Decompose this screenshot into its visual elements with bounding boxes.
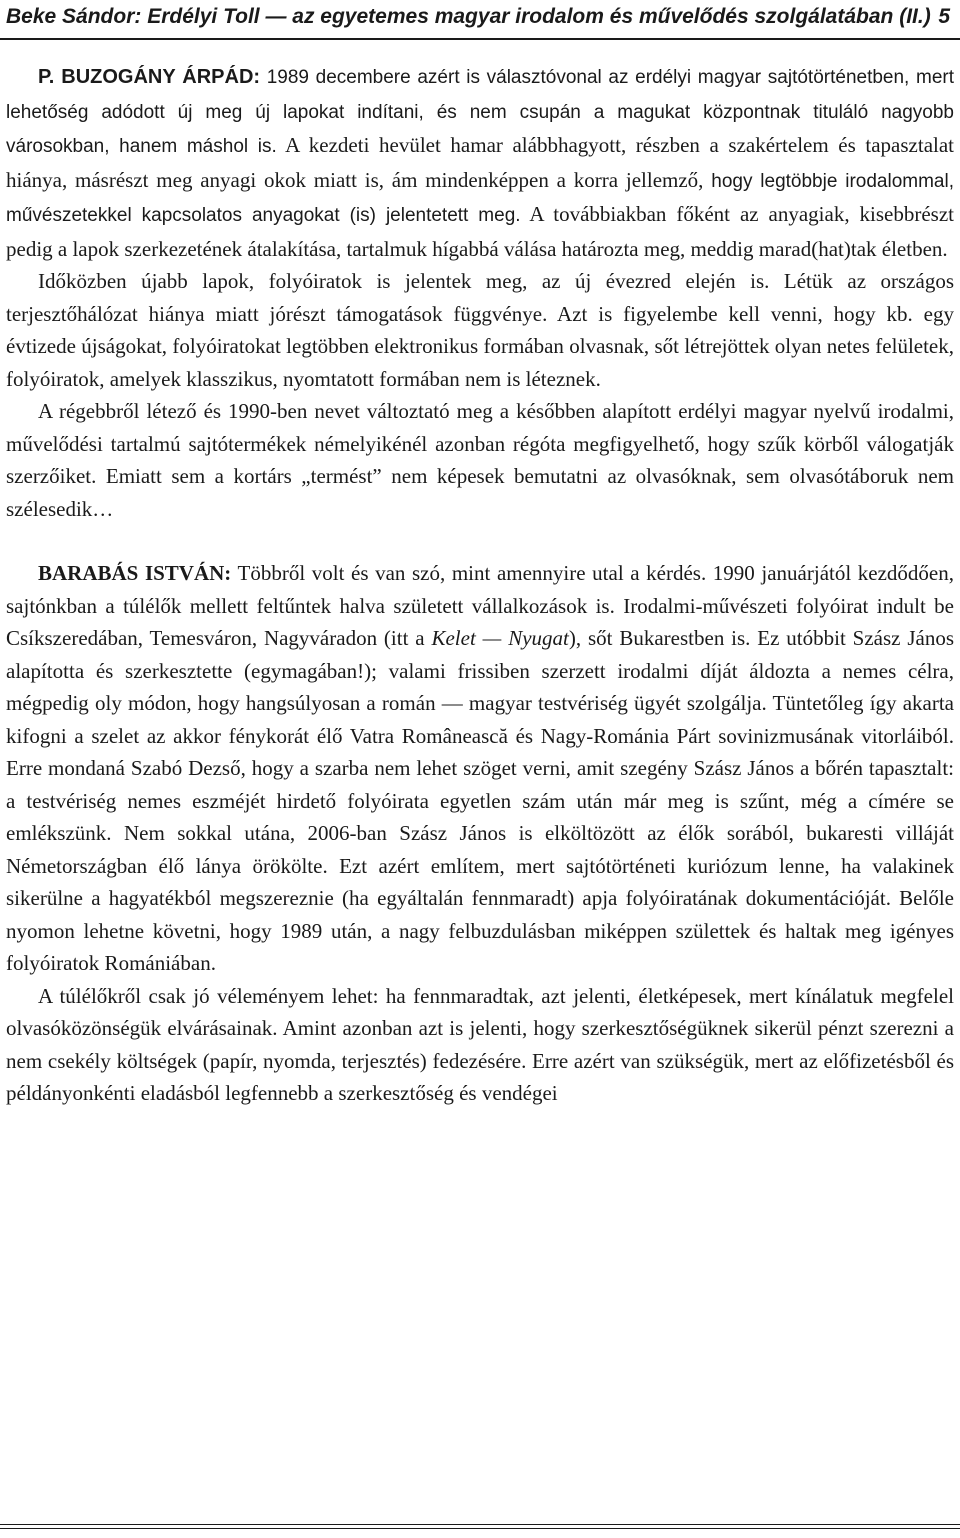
page-number: 5	[938, 5, 950, 28]
paragraph-buzogany-2: Időközben újabb lapok, folyóiratok is jelentek meg, az új évezred elején is. Létük az országos terjesztőhálózat hiánya miatt jórészt támogatások függvénye. Azt is figyelembe kell venni, hogy kb. egy évtizede újságokat, folyóiratokat legtöbben elektronikus formában olvasnak, sőt létrejöttek olyan netes felületek, folyóiratok, amelyek klasszikus, nyomtatott formában nem is léteznek.	[6, 269, 954, 391]
paragraph-buzogany-1	[6, 60, 954, 265]
body-text	[6, 60, 954, 1110]
text-span: A továbbiakban főként az anyagiak, kisebbrészt pedig a lapok szerkezetének átalakítása, tartalmuk hígabbá válása határozta meg, meddig marad(hat)tak életben.	[6, 202, 954, 261]
text-span: A kezdeti hevület hamar alábbhagyott, részben a szakértelem és tapasztalat hiánya, másrészt meg anyagi okok miatt is, ám mindenképpen a korra jellemző,	[6, 133, 955, 192]
text-span: Többről volt és van szó, mint amennyire utal a kérdés. 1990 januárjától kezdődően, sajtónkban a túlélők mellett feltűntek halva született vállalkozások is. Irodalmi-művészeti folyóirat indult be Csíkszeredában, Temesváron, Nagyváradon (itt a	[6, 561, 954, 650]
speaker-name-buzogany: P. BUZOGÁNY ÁRPÁD:	[38, 66, 261, 88]
header-rule	[0, 38, 960, 40]
section-gap	[6, 525, 954, 557]
running-header	[0, 0, 960, 36]
text-span: ), sőt Bukarestben is. Ez utóbbit Szász János alapította és szerkesztette (egymagában!); valami frissiben szerzett irodalmi díját áldozta a nemes célra, mégpedig oly módon, hogy hangsúlyosan a román — magyar testvériség ügyét szolgálja. Tüntetőleg így akarta kifogni a szelet az akkor fénykorát élő Vatra Românească és Nagy-Románia Párt sovinizmusának vitorláiból. Erre mondaná Szabó Dezső, hogy a szarba nem lehet szöget verni, amit szegény Szász János a bőrén tapasztalt: a testvériség nemes eszméjét hirdető folyóirata egyetlen szám után már meg is szűnt, még a címére se emlékszünk. Nem sokkal utána, 2006-ban Szász János is elköltözött az élők sorából, bukaresti villáját Németországban élő lánya örökölte. Ezt azért említem, mert sajtótörténeti kuriózum lenne, ha valakinek sikerülne a hagyatékból megszereznie (ha egyáltalán fennmaradt) apja folyóiratának dokumentációját. Belőle nyomon lehetne követni, hogy 1989 után, a nagy felbuzdulásban miképpen születtek és haltak meg igényes folyóiratok Romániában.	[6, 626, 955, 975]
text-span: 1989 decembere azért is választóvonal az erdélyi magyar sajtótörténetben, mert lehetőség adódott új meg új lapokat indítani, és nem csupán a magukat központnak tituláló nagyobb városokban, hanem máshol is.	[6, 67, 954, 157]
paragraph-buzogany-3: A régebbről létező és 1990-ben nevet változtató meg a későbben alapított erdélyi magyar nyelvű irodalmi, művelődési tartalmú sajtótermékek némelyikénél azonban régóta megfigyelhető, hogy szűk körből válogatják szerzőiket. Emiatt sem a kortárs „termést” nem képesek bemutatni az olvasóknak, sem olvasótáboruk nem szélesedik…	[6, 399, 954, 521]
journal-title: Kelet — Nyugat	[431, 626, 569, 650]
speaker-name-barabas: BARABÁS ISTVÁN:	[38, 561, 232, 585]
header-title: Beke Sándor: Erdélyi Toll — az egyetemes magyar irodalom és művelődés szolgálatában (II.)	[6, 5, 931, 28]
paragraph-barabas-1	[6, 557, 954, 980]
footer-rule	[0, 1524, 960, 1529]
text-span: hogy legtöbbje irodalommal, művészetekkel kapcsolatos anyagokat (is) jelentetett meg.	[6, 170, 954, 226]
paragraph-barabas-2: A túlélőkről csak jó véleményem lehet: ha fennmaradtak, azt jelenti, életképesek, mert kínálatuk megfelel olvasóközönségük elvárásainak. Amint azonban azt is jelenti, hogy szerkesztőségüknek sikerül pénzt szerezni a nem csekély költségek (papír, nyomda, terjesztés) fedezésére. Erre azért van szükségük, mert az előfizetésből és példányonkénti eladásból legfennebb a szerkesztőség és vendégei	[6, 983, 954, 1105]
